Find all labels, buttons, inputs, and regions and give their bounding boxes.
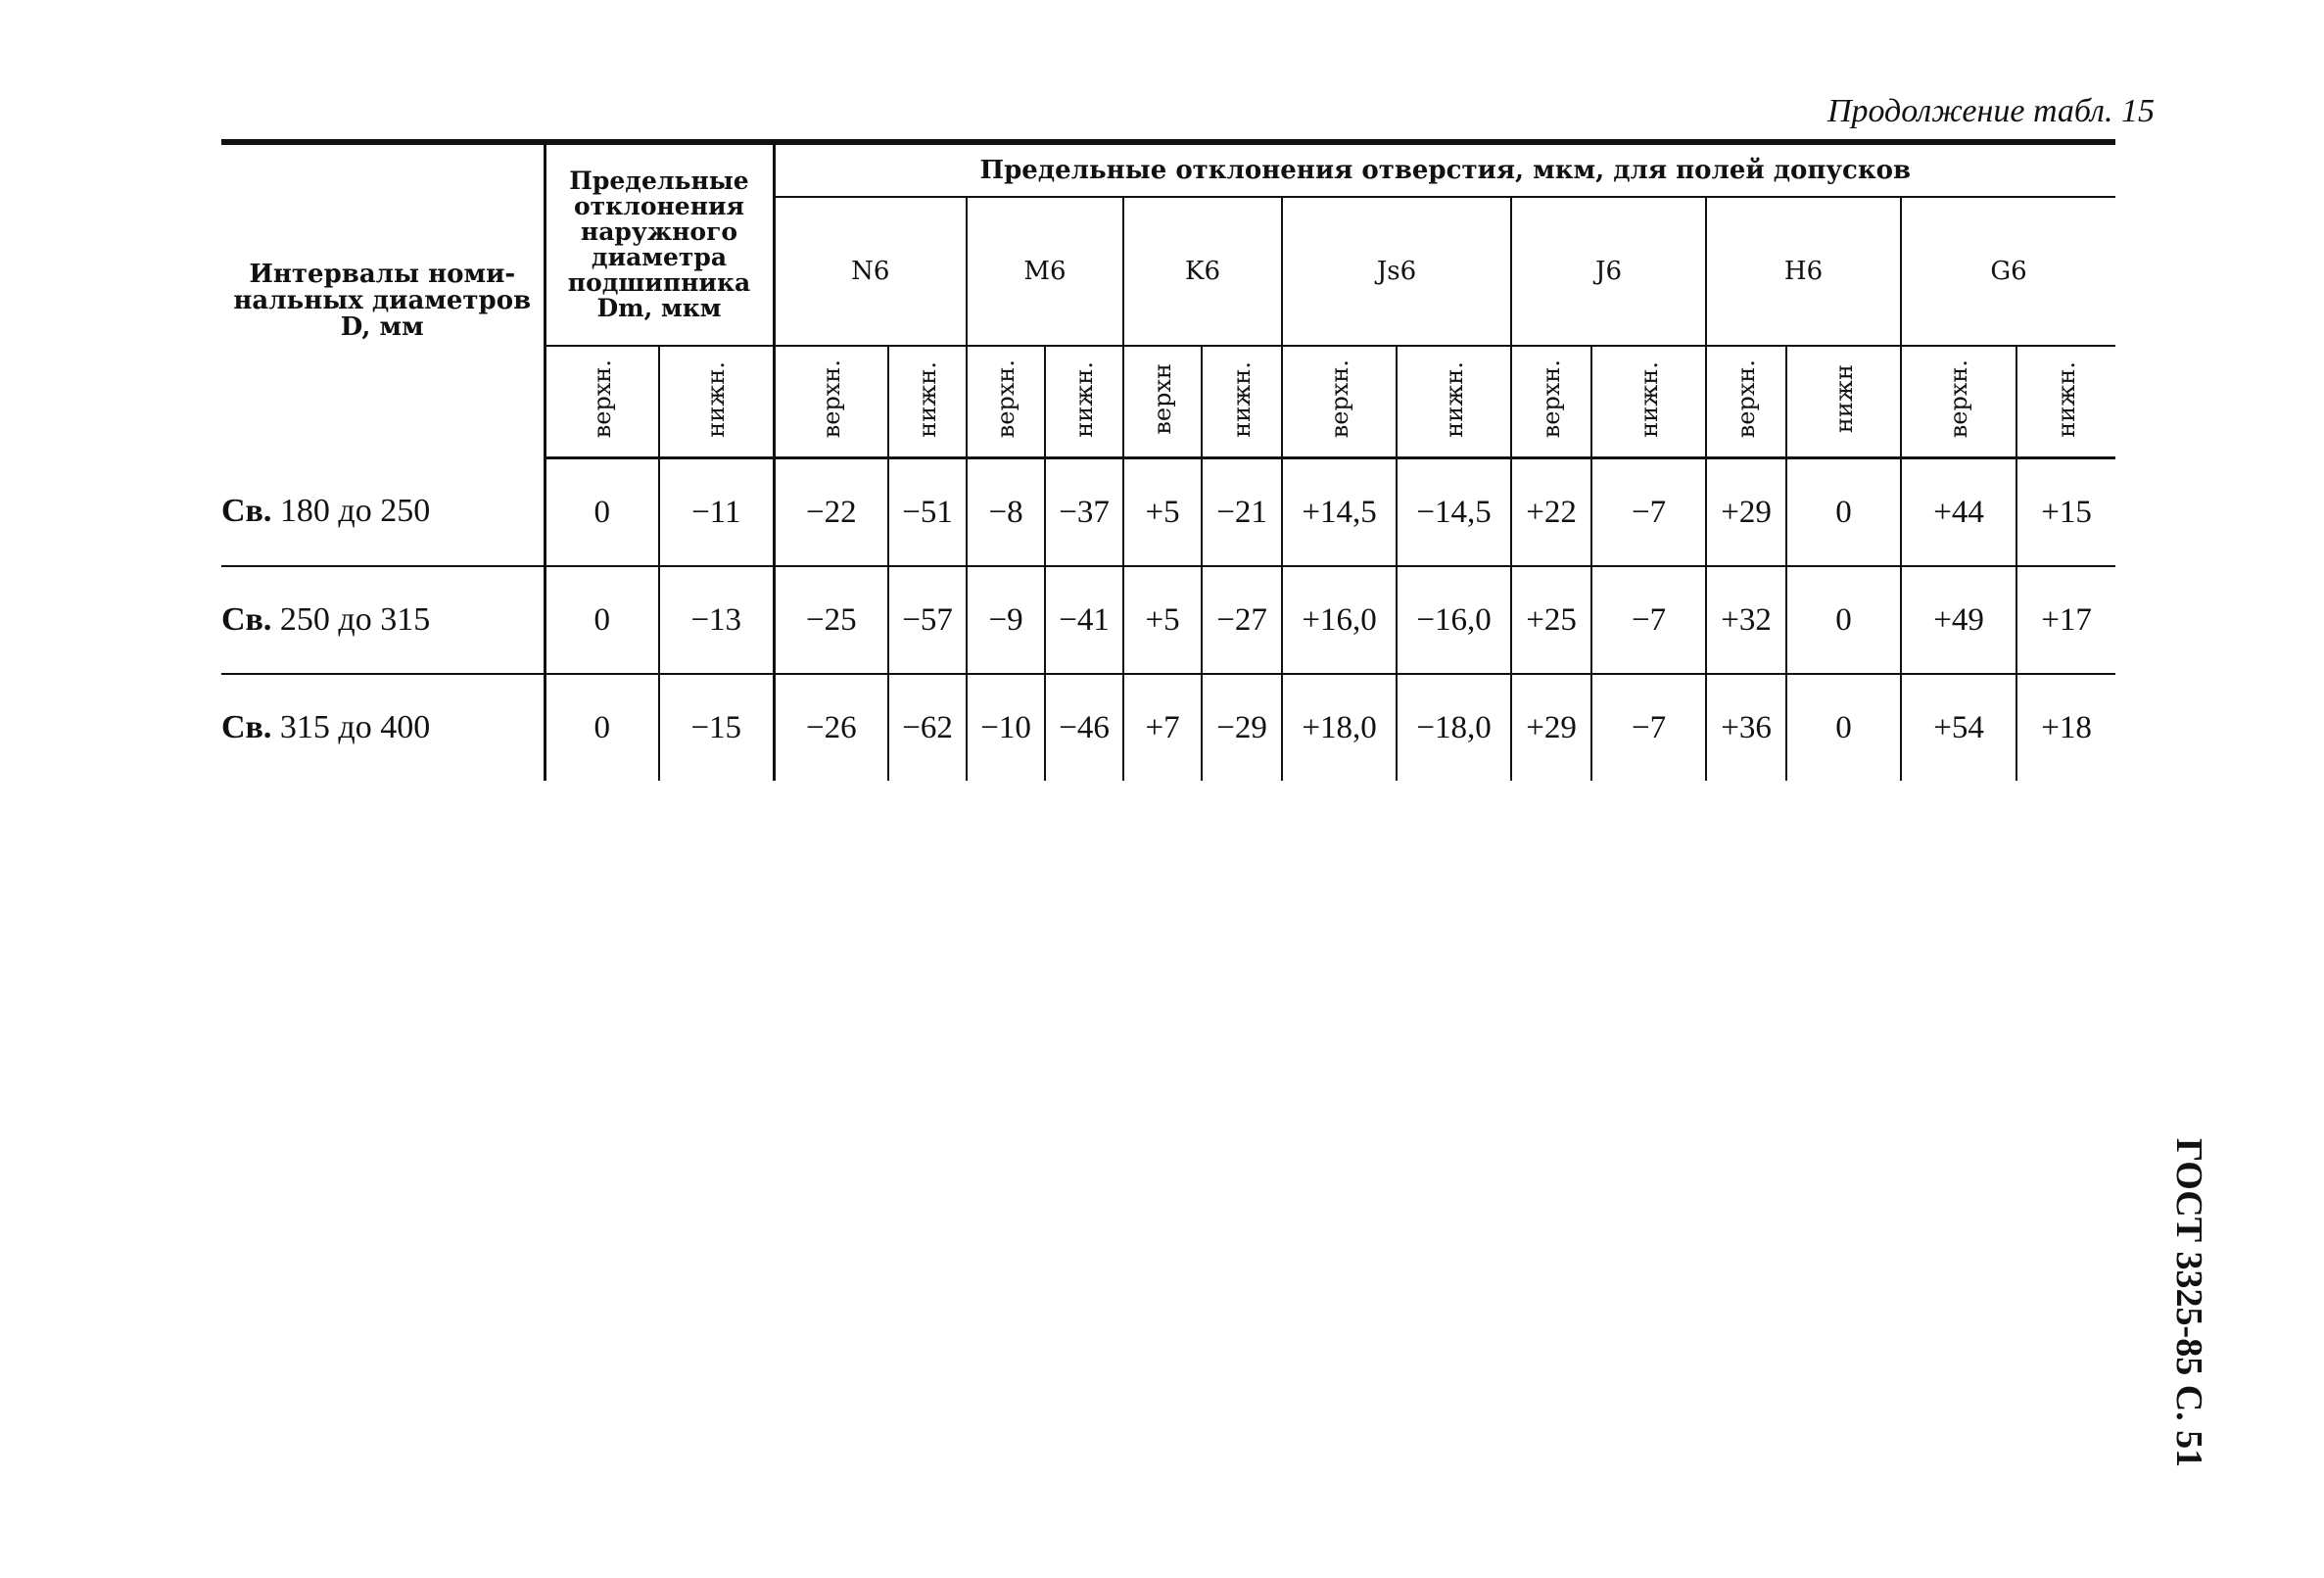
bearing-header-line: Dm, мкм (596, 294, 722, 322)
table-row (221, 458, 2115, 567)
interval-range: 180 до 250 (279, 493, 431, 530)
value-cell: +29 (1511, 674, 1591, 781)
interval-header-line: нальных диаметров (233, 286, 532, 316)
sub-header-label: верхн. (817, 359, 845, 439)
sub-header (774, 346, 888, 458)
value-cell: −11 (659, 458, 774, 567)
sub-header (1202, 346, 1282, 458)
field-n6-header: N6 (774, 197, 967, 346)
tolerance-table-container (221, 139, 2115, 781)
interval-prefix: Св. (221, 493, 272, 530)
interval-column-header (221, 142, 545, 458)
value-cell: −13 (659, 566, 774, 674)
sub-header-label: нижн. (1635, 360, 1663, 438)
value-cell: 0 (545, 674, 659, 781)
value-cell: −16,0 (1397, 566, 1511, 674)
sub-header-label: нижн (1829, 364, 1858, 434)
value-cell: −22 (774, 458, 888, 567)
value-cell: +17 (2016, 566, 2115, 674)
interval-cell (221, 674, 545, 781)
sub-header (2016, 346, 2115, 458)
value-cell: +25 (1511, 566, 1591, 674)
value-cell: −8 (967, 458, 1045, 567)
value-cell: −51 (888, 458, 967, 567)
sub-header (1786, 346, 1901, 458)
field-js6-header: Js6 (1282, 197, 1511, 346)
field-g6-header: G6 (1901, 197, 2115, 346)
bearing-header-line: Предельные (569, 167, 749, 195)
value-cell: +44 (1901, 458, 2016, 567)
sub-header (888, 346, 967, 458)
sub-header (1123, 346, 1202, 458)
sub-header (1591, 346, 1706, 458)
sub-header (1901, 346, 2016, 458)
value-cell: +7 (1123, 674, 1202, 781)
value-cell: −37 (1045, 458, 1123, 567)
interval-prefix: Св. (221, 709, 272, 745)
value-cell: −57 (888, 566, 967, 674)
value-cell: −46 (1045, 674, 1123, 781)
value-cell: 0 (545, 458, 659, 567)
sub-header (1706, 346, 1786, 458)
sub-header-label: верхн. (992, 359, 1020, 439)
value-cell: +16,0 (1282, 566, 1397, 674)
value-cell: −10 (967, 674, 1045, 781)
sub-header-label: верхн. (1732, 359, 1761, 439)
interval-range: 315 до 400 (279, 709, 431, 745)
value-cell: −18,0 (1397, 674, 1511, 781)
value-cell: +49 (1901, 566, 2016, 674)
value-cell: +29 (1706, 458, 1786, 567)
bearing-header-line: отклонения (573, 192, 745, 220)
value-cell: 0 (1786, 566, 1901, 674)
sub-header-label: нижн. (702, 360, 731, 438)
value-cell: −14,5 (1397, 458, 1511, 567)
sub-header-label: нижн. (914, 360, 942, 438)
value-cell: −21 (1202, 458, 1282, 567)
value-cell: −27 (1202, 566, 1282, 674)
sub-header (545, 346, 659, 458)
value-cell: −9 (967, 566, 1045, 674)
sub-header-label: верхн. (1538, 359, 1566, 439)
standard-page-reference (2159, 1117, 2218, 1489)
field-m6-header: M6 (967, 197, 1123, 346)
sub-header (1511, 346, 1591, 458)
value-cell: −7 (1591, 674, 1706, 781)
hole-deviation-group-header: Предельные отклонения отверстия, мкм, для полей допусков (774, 142, 2115, 197)
standard-page-reference-text: ГОСТ 3325-85 С. 51 (2168, 1137, 2209, 1468)
interval-header-line: D, мм (340, 312, 424, 343)
value-cell: +36 (1706, 674, 1786, 781)
interval-cell (221, 458, 545, 567)
table-row (221, 566, 2115, 674)
value-cell: 0 (545, 566, 659, 674)
field-h6-header: H6 (1706, 197, 1901, 346)
field-k6-header: K6 (1123, 197, 1282, 346)
value-cell: −41 (1045, 566, 1123, 674)
value-cell: −15 (659, 674, 774, 781)
sub-header-label: верхн (1149, 363, 1177, 435)
interval-cell (221, 566, 545, 674)
sub-header-label: нижн. (1440, 360, 1468, 438)
value-cell: +5 (1123, 566, 1202, 674)
sub-header (659, 346, 774, 458)
sub-header-label: верхн. (588, 359, 616, 439)
bearing-deviation-header (545, 142, 774, 346)
value-cell: 0 (1786, 458, 1901, 567)
value-cell: +32 (1706, 566, 1786, 674)
value-cell: +15 (2041, 494, 2092, 530)
sub-header (1282, 346, 1397, 458)
bearing-header-line: подшипника (567, 268, 751, 297)
continuation-caption: Продолжение табл. 15 (1826, 93, 2155, 129)
value-cell: −26 (774, 674, 888, 781)
sub-header (1397, 346, 1511, 458)
value-cell: 0 (1786, 674, 1901, 781)
value-cell: +54 (1901, 674, 2016, 781)
sub-header-label: нижн. (1070, 360, 1099, 438)
value-cell: +22 (1511, 458, 1591, 567)
value-cell: +18,0 (1282, 674, 1397, 781)
value-cell: +18 (2016, 674, 2115, 781)
sub-header-label: верхн. (1945, 359, 1973, 439)
sub-header-label: верхн. (1325, 359, 1353, 439)
value-cell: −62 (888, 674, 967, 781)
bearing-header-line: диаметра (591, 243, 728, 271)
tolerance-table (221, 139, 2115, 781)
sub-header-label: нижн. (1228, 360, 1257, 438)
interval-header-line: Интервалы номи- (249, 260, 516, 290)
bearing-header-line: наружного (580, 217, 738, 246)
value-cell: −7 (1591, 566, 1706, 674)
sub-header (1045, 346, 1123, 458)
table-row (221, 674, 2115, 781)
interval-prefix: Св. (221, 601, 272, 638)
sub-header-label: нижн. (2053, 360, 2081, 438)
sub-header (967, 346, 1045, 458)
value-cell: −29 (1202, 674, 1282, 781)
field-j6-header: J6 (1511, 197, 1706, 346)
interval-range: 250 до 315 (279, 601, 431, 638)
value-cell: −7 (1591, 458, 1706, 567)
value-cell: +14,5 (1282, 458, 1397, 567)
value-cell: +5 (1123, 458, 1202, 567)
value-cell: −25 (774, 566, 888, 674)
